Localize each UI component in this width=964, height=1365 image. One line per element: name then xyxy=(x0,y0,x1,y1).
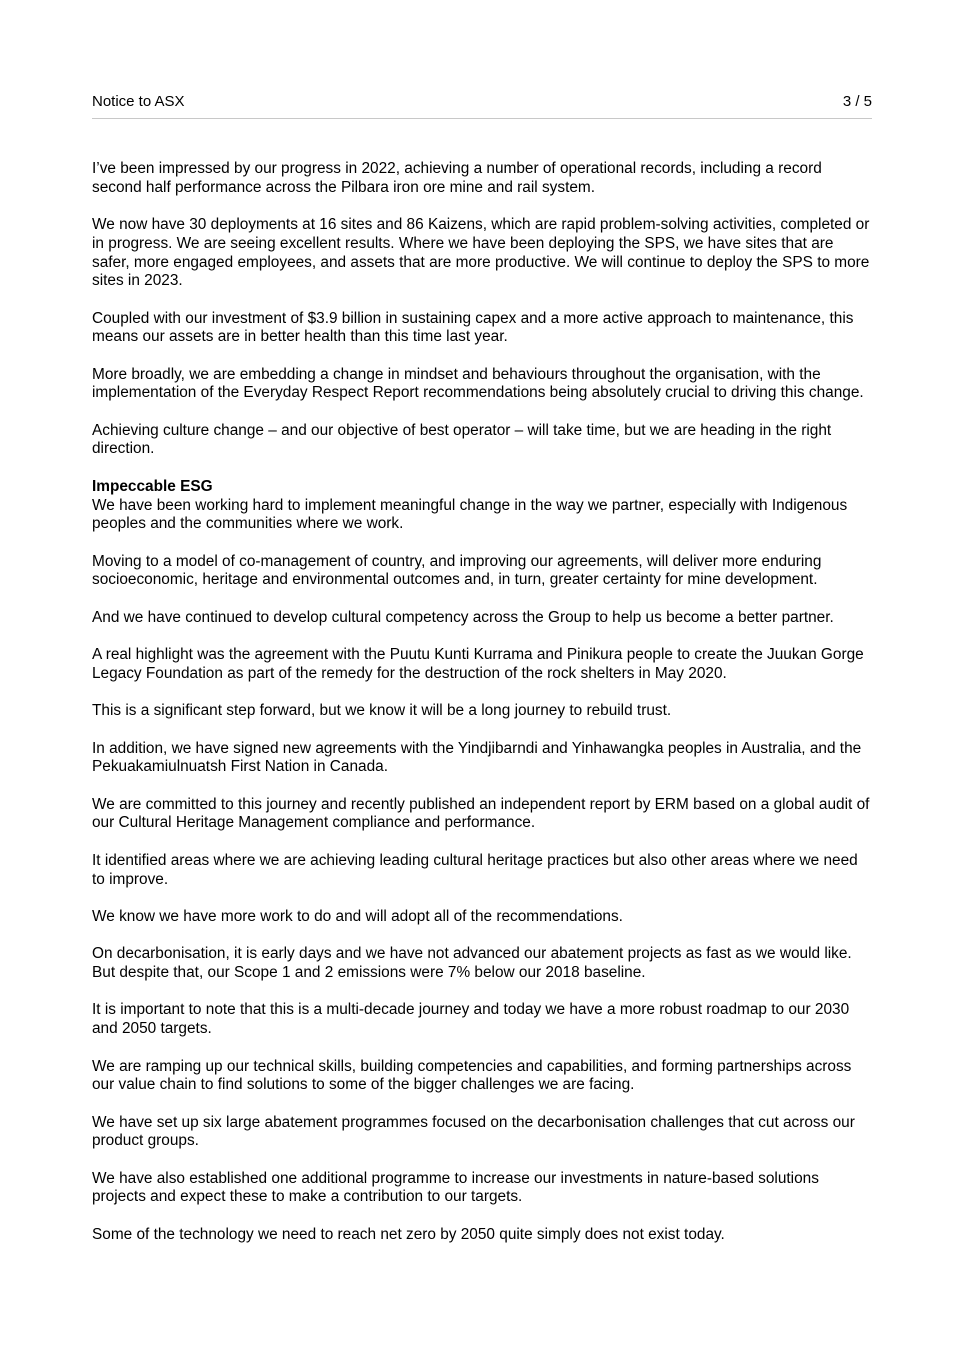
paragraph-nature-based-solutions: We have also established one additional programme to increase our investments in nature-based solutions projects and expect these to make a contribution to our targets. xyxy=(92,1169,819,1206)
paragraph-decarbonisation: On decarbonisation, it is early days and we have not advanced our abatement projects as fast as we would like. But despite that, our Scope 1 and 2 emissions were 7% below our 2018 baseline. xyxy=(92,945,852,982)
paragraph-erm-report: We are committed to this journey and recently published an independent report by ERM based on a global audit of our Cultural Heritage Management compliance and performance. xyxy=(92,795,870,832)
paragraph-technical-skills: We are ramping up our technical skills, building competencies and capabilities, and forming partnerships across our value chain to find solutions to some of the bigger challenges we are facing. xyxy=(92,1057,852,1094)
paragraph-co-management: Moving to a model of co-management of country, and improving our agreements, will deliver more enduring socioeconomic, heritage and environmental outcomes and, in turn, greater certainty for mine development. xyxy=(92,552,822,589)
paragraph-culture-mindset: More broadly, we are embedding a change in mindset and behaviours throughout the organisation, with the implementation of the Everyday Respect Report recommendations being absolutely crucial to driving this change. xyxy=(92,365,864,402)
document-body xyxy=(92,160,874,1263)
paragraph-new-agreements: In addition, we have signed new agreements with the Yindjibarndi and Yinhawangka peoples in Australia, and the Pekuakamiulnuatsh First Nation in Canada. xyxy=(92,739,862,776)
paragraph-sustaining-capex: Coupled with our investment of $3.9 billion in sustaining capex and a more active approach to maintenance, this means our assets are in better health than this time last year. xyxy=(92,309,854,346)
document-title: Notice to ASX xyxy=(92,93,185,110)
paragraph-net-zero-technology: Some of the technology we need to reach net zero by 2050 quite simply does not exist today. xyxy=(92,1225,725,1243)
paragraph-deployments: We now have 30 deployments at 16 sites and 86 Kaizens, which are rapid problem-solving activities, completed or in progress. We are seeing excellent results. Where we have been deploying the SPS, we have sites that are safer, more engaged employees, and assets that are more productive. We will continue to deploy the SPS to more sites in 2023. xyxy=(92,216,870,290)
paragraph-partnering: We have been working hard to implement meaningful change in the way we partner, especially with Indigenous peoples and the communities where we work. xyxy=(92,496,848,533)
paragraph-culture-change: Achieving culture change – and our objective of best operator – will take time, but we are heading in the right direction. xyxy=(92,421,832,458)
section-heading-esg: Impeccable ESG xyxy=(92,477,213,495)
paragraph-rebuild-trust: This is a significant step forward, but we know it will be a long journey to rebuild trust. xyxy=(92,702,672,720)
paragraph-roadmap: It is important to note that this is a multi-decade journey and today we have a more robust roadmap to our 2030 and 2050 targets. xyxy=(92,1001,850,1038)
paragraph-abatement-programmes: We have set up six large abatement programmes focused on the decarbonisation challenges that cut across our product groups. xyxy=(92,1113,855,1150)
page-header xyxy=(92,91,872,113)
header-divider xyxy=(92,118,872,119)
paragraph-operational-records: I’ve been impressed by our progress in 2022, achieving a number of operational records, including a record second half performance across the Pilbara iron ore mine and rail system. xyxy=(92,160,822,196)
paragraph-juukan-gorge: A real highlight was the agreement with the Puutu Kunti Kurrama and Pinikura people to create the Juukan Gorge Legacy Foundation as part of the remedy for the destruction of the rock shelters in May 2020. xyxy=(92,646,864,682)
page-number: 3 / 5 xyxy=(842,93,872,110)
paragraph-cultural-competency: And we have continued to develop cultural competency across the Group to help us become a better partner. xyxy=(92,608,834,626)
paragraph-recommendations: We know we have more work to do and will adopt all of the recommendations. xyxy=(92,907,623,925)
paragraph-heritage-practices: It identified areas where we are achieving leading cultural heritage practices but also other areas where we need to improve. xyxy=(92,851,858,888)
